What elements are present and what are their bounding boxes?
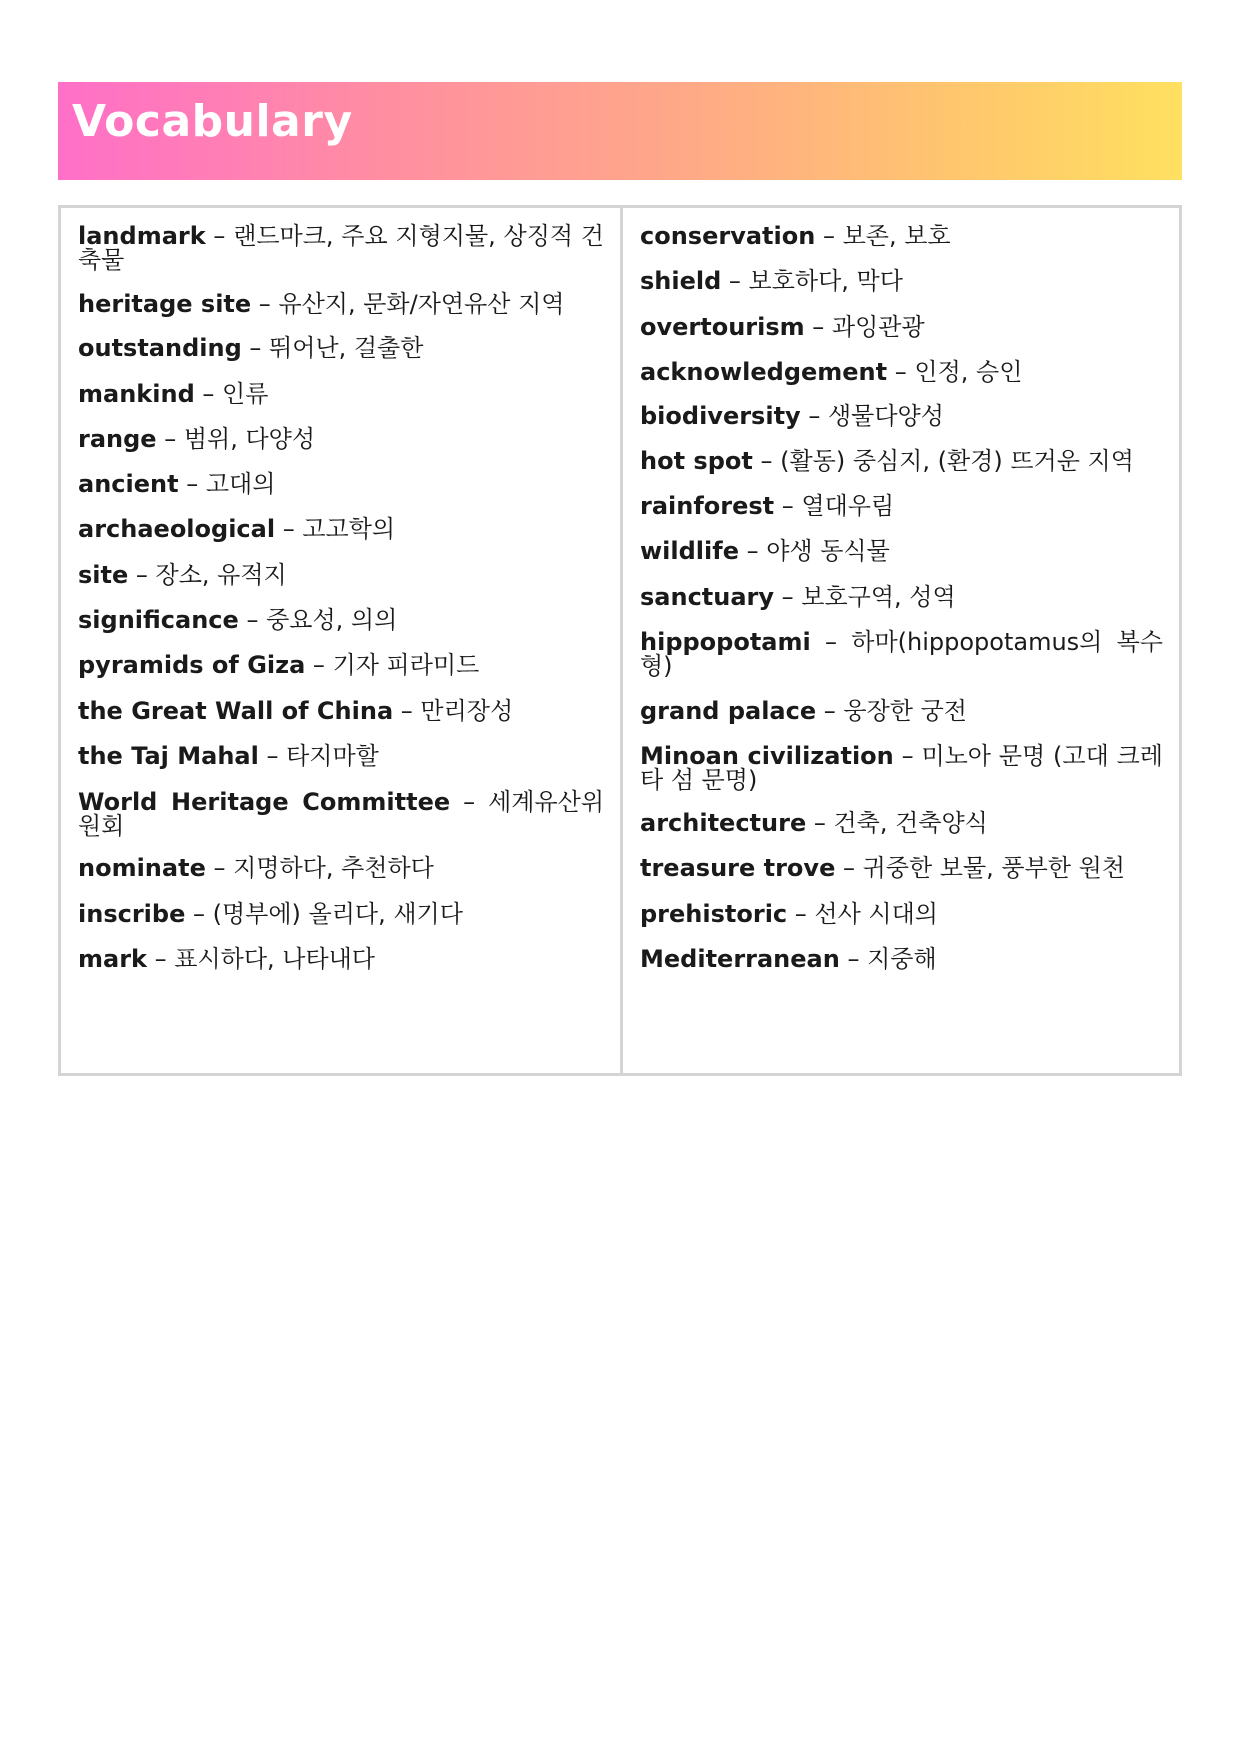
vocab-term: landmark xyxy=(78,222,206,250)
vocab-entry: Mediterranean – 지중해 xyxy=(640,945,937,973)
vocab-term: architecture xyxy=(640,809,807,837)
vocab-entry: mark – 표시하다, 나타내다 xyxy=(78,945,375,973)
vocab-term: site xyxy=(78,561,129,589)
vocab-meaning: 유산지, 문화/자연유산 지역 xyxy=(278,290,565,318)
vocab-meaning: 생물다양성 xyxy=(827,402,944,430)
vocab-term: hippopotami xyxy=(640,628,811,656)
vocab-term: shield xyxy=(640,267,722,295)
vocab-meaning: 지명하다, 추천하다 xyxy=(233,854,434,882)
vocabulary-table xyxy=(58,205,1182,1076)
vocab-entry: landmark – 랜드마크, 주요 지형지물, 상징적 건축물 xyxy=(78,222,604,274)
vocab-term: nominate xyxy=(78,854,206,882)
vocab-entry: significance – 중요성, 의의 xyxy=(78,606,398,634)
vocab-term: overtourism xyxy=(640,313,805,341)
vocab-meaning: 보호하다, 막다 xyxy=(748,267,903,295)
vocab-term: rainforest xyxy=(640,492,775,520)
vocab-term: prehistoric xyxy=(640,900,788,928)
vocab-term: sanctuary xyxy=(640,583,775,611)
vocab-entry: hippopotami – 하마(hippopotamus의 복수형) xyxy=(640,628,1163,680)
vocabulary-header-banner xyxy=(58,82,1182,180)
right-column xyxy=(620,208,1179,1073)
vocab-term: conservation xyxy=(640,222,816,250)
vocab-meaning: 건축, 건축양식 xyxy=(833,809,988,837)
vocab-term: wildlife xyxy=(640,537,739,565)
vocab-meaning: 인정, 승인 xyxy=(914,358,1023,386)
vocab-entry: mankind – 인류 xyxy=(78,380,269,408)
vocab-meaning: 지중해 xyxy=(867,945,937,973)
vocab-meaning: 타지마할 xyxy=(286,742,379,770)
vocab-term: inscribe xyxy=(78,900,186,928)
vocab-term: range xyxy=(78,425,157,453)
vocab-entry: conservation – 보존, 보호 xyxy=(640,222,951,250)
vocab-term: archaeological xyxy=(78,515,276,543)
vocab-entry: archaeological – 고고학의 xyxy=(78,515,396,543)
vocab-term: acknowledgement xyxy=(640,358,888,386)
vocab-entry: the Taj Mahal – 타지마할 xyxy=(78,742,379,770)
vocab-meaning: 뛰어난, 걸출한 xyxy=(269,334,424,362)
vocab-entry: rainforest – 열대우림 xyxy=(640,492,895,520)
vocab-meaning: 세계유산위원회 xyxy=(78,788,604,840)
vocab-term: the Taj Mahal xyxy=(78,742,259,770)
vocab-meaning: 야생 동식물 xyxy=(766,537,890,565)
vocab-term: grand palace xyxy=(640,697,817,725)
vocab-meaning: 하마(hippopotamus의 복수형) xyxy=(640,628,1163,680)
vocab-entry: ancient – 고대의 xyxy=(78,470,276,498)
vocab-term: treasure trove xyxy=(640,854,836,882)
vocab-entry: site – 장소, 유적지 xyxy=(78,561,287,589)
vocab-meaning: 만리장성 xyxy=(420,697,514,725)
vocab-entry: heritage site – 유산지, 문화/자연유산 지역 xyxy=(78,290,565,318)
vocab-meaning: 랜드마크, 주요 지형지물, 상징적 건축물 xyxy=(78,222,604,274)
vocab-entry: Minoan civilization – 미노아 문명 (고대 크레타 섬 문명) xyxy=(640,742,1163,794)
vocab-entry: the Great Wall of China – 만리장성 xyxy=(78,697,514,725)
vocab-entry: wildlife – 야생 동식물 xyxy=(640,537,890,565)
vocab-term: World Heritage Committee xyxy=(78,788,451,816)
vocab-entry: sanctuary – 보호구역, 성역 xyxy=(640,583,956,611)
vocab-entry: outstanding – 뛰어난, 걸출한 xyxy=(78,334,424,362)
vocab-term: outstanding xyxy=(78,334,242,362)
vocab-entry: pyramids of Giza – 기자 피라미드 xyxy=(78,651,480,679)
vocab-entry: shield – 보호하다, 막다 xyxy=(640,267,903,295)
vocab-meaning: 선사 시대의 xyxy=(814,900,938,928)
vocab-meaning: 고고학의 xyxy=(302,515,396,543)
vocab-meaning: 고대의 xyxy=(205,470,276,498)
vocab-term: heritage site xyxy=(78,290,252,318)
vocab-entry: architecture – 건축, 건축양식 xyxy=(640,809,988,837)
vocab-meaning: 귀중한 보물, 풍부한 원천 xyxy=(862,854,1125,882)
vocab-entry: prehistoric – 선사 시대의 xyxy=(640,900,938,928)
vocab-term: the Great Wall of China xyxy=(78,697,394,725)
vocab-meaning: (명부에) 올리다, 새기다 xyxy=(212,900,463,928)
vocab-entry: overtourism – 과잉관광 xyxy=(640,313,925,341)
vocab-entry: treasure trove – 귀중한 보물, 풍부한 원천 xyxy=(640,854,1125,882)
vocab-term: Mediterranean xyxy=(640,945,840,973)
vocab-term: mankind xyxy=(78,380,195,408)
vocab-entry: World Heritage Committee – 세계유산위원회 xyxy=(78,788,604,840)
left-column xyxy=(61,208,620,1073)
vocab-term: mark xyxy=(78,945,147,973)
vocab-term: significance xyxy=(78,606,239,634)
vocab-meaning: 과잉관광 xyxy=(831,313,925,341)
page-title: Vocabulary xyxy=(72,96,353,147)
vocab-meaning: 표시하다, 나타내다 xyxy=(174,945,375,973)
vocab-term: Minoan civilization xyxy=(640,742,894,770)
vocab-meaning: 기자 피라미드 xyxy=(332,651,480,679)
vocab-meaning: 웅장한 궁전 xyxy=(843,697,967,725)
vocab-meaning: 인류 xyxy=(222,380,269,408)
vocab-term: hot spot xyxy=(640,447,753,475)
vocab-meaning: (활동) 중심지, (환경) 뜨거운 지역 xyxy=(780,447,1134,475)
vocab-entry: biodiversity – 생물다양성 xyxy=(640,402,944,430)
vocab-entry: range – 범위, 다양성 xyxy=(78,425,316,453)
vocab-term: pyramids of Giza xyxy=(78,651,306,679)
vocab-meaning: 미노아 문명 (고대 크레타 섬 문명) xyxy=(640,742,1163,794)
vocab-meaning: 장소, 유적지 xyxy=(155,561,287,589)
vocab-meaning: 열대우림 xyxy=(801,492,895,520)
vocab-term: biodiversity xyxy=(640,402,801,430)
vocab-term: ancient xyxy=(78,470,179,498)
vocab-meaning: 보호구역, 성역 xyxy=(801,583,956,611)
vocab-meaning: 범위, 다양성 xyxy=(183,425,316,453)
vocab-entry: inscribe – (명부에) 올리다, 새기다 xyxy=(78,900,463,928)
vocab-entry: hot spot – (활동) 중심지, (환경) 뜨거운 지역 xyxy=(640,447,1134,475)
vocab-entry: acknowledgement – 인정, 승인 xyxy=(640,358,1023,386)
vocab-meaning: 중요성, 의의 xyxy=(266,606,398,634)
vocab-entry: nominate – 지명하다, 추천하다 xyxy=(78,854,434,882)
vocab-entry: grand palace – 웅장한 궁전 xyxy=(640,697,967,725)
vocab-meaning: 보존, 보호 xyxy=(842,222,951,250)
